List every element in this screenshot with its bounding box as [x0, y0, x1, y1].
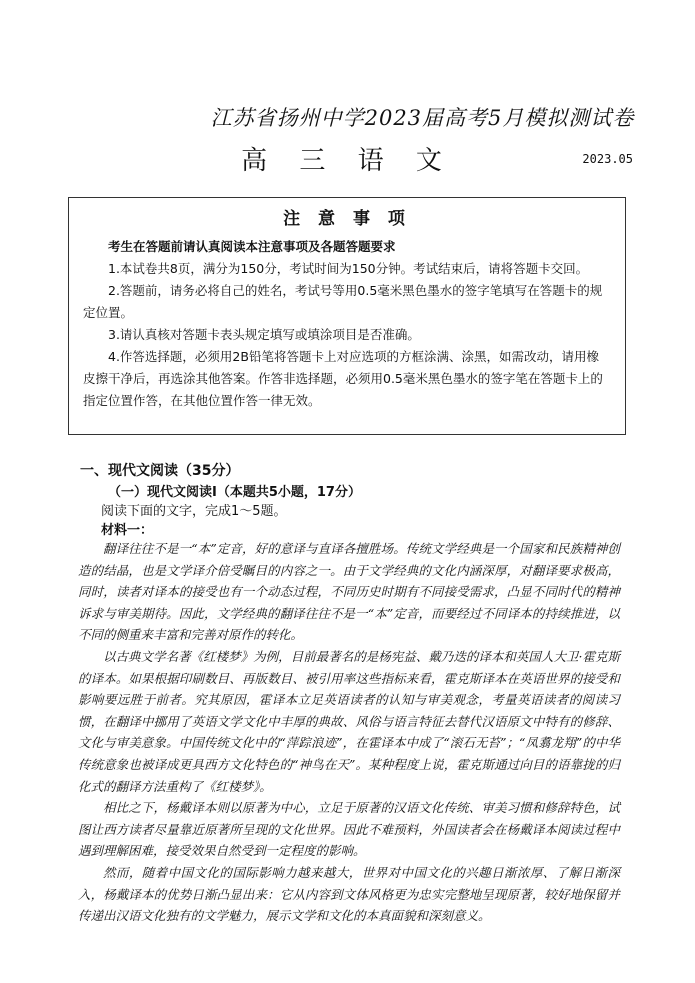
notice-item-4: 4.作答选择题，必须用2B铅笔将答题卡上对应选项的方框涂满、涂黑，如需改动，请用橡皮擦干净后，再选涂其他答案。作答非选择题，必须用0.5毫米黑色墨水的签字笔在答题卡上的指定位置作答，在其他位置作答一律无效。 [83, 349, 603, 408]
notice-box [68, 197, 626, 435]
subject-title: 高 三 语 文 [241, 146, 454, 176]
subsection-heading: （一）现代文阅读Ⅰ（本题共5小题，17分） [108, 485, 361, 500]
passage-paragraph: 然而，随着中国文化的国际影响力越来越大，世界对中国文化的兴趣日渐浓厚、了解日渐深入，杨戴译本的优势日渐凸显出来：它从内容到文体风格更为忠实完整地呈现原著，较好地保留并传递出汉语文化独有的文学魅力，展示文学和文化的本真面貌和深刻意义。 [78, 864, 620, 924]
notice-item-2: 2.答题前，请务必将自己的姓名，考试号等用0.5毫米黑色墨水的签字笔填写在答题卡的规定位置。 [83, 283, 603, 320]
exam-date: 2023.05 [582, 152, 633, 166]
material-label: 材料一： [101, 523, 154, 538]
notice-lead: 考生在答题前请认真阅读本注意事项及各题答题要求 [108, 239, 396, 254]
passage-paragraph: 相比之下，杨戴译本则以原著为中心，立足于原著的汉语文化传统、审美习惯和修辞特色，试图让西方读者尽量靠近原著所呈现的文化世界。因此不难预料，外国读者会在杨戴译本阅读过程中遇到理解困难，接受效果自然受到一定程度的影响。 [78, 800, 620, 859]
passage-paragraph: 以古典文学名著《红楼梦》为例，目前最著名的是杨宪益、戴乃迭的译本和英国人大卫·霍克斯的译本。如果根据印刷数目、再版数目、被引用率这些指标来看，霍克斯译本在英语世界的接受和影响要远胜于前者。究其原因，霍译本立足英语读者的认知与审美观念，考量英语读者的阅读习惯，在翻译中挪用了英语文学文化中丰厚的典故、风俗与语言特征去替代汉语原文中特有的修辞、文化与审美意象。中国传统文化中的“萍踪浪迹”，在霍译本中成了“滚石无苔”；“凤翥龙翔”的中华传统意象也被译成更具西方文化特色的“神鸟在天”。某种程度上说，霍克斯通过向目的语靠拢的归化式的翻译方法重构了《红楼梦》。 [78, 648, 620, 794]
section-heading: 一、现代文阅读（35分） [80, 463, 240, 479]
notice-item-3: 3.请认真核对答题卡表头规定填写或填涂项目是否准确。 [108, 327, 420, 342]
passage-body [78, 538, 620, 927]
exam-title: 江苏省扬州中学2023届高考5月模拟测试卷 [210, 106, 635, 130]
notice-title: 注 意 事 项 [283, 209, 411, 229]
notice-item-1: 1.本试卷共8页，满分为150分，考试时间为150分钟。考试结束后，请将答题卡交回。 [108, 261, 589, 276]
reading-instruction: 阅读下面的文字，完成1～5题。 [101, 504, 287, 519]
passage-paragraph: 翻译往往不是一“本”定音，好的意译与直译各擅胜场。传统文学经典是一个国家和民族精神创造的结晶，也是文学译介倍受瞩目的内容之一。由于文学经典的文化内涵深厚，对翻译要求极高，同时，读者对译本的接受也有一个动态过程，不同历史时期有不同接受需求，凸显不同时代的精神诉求与审美期待。因此，文学经典的翻译往往不是一“本”定音，而要经过不同译本的持续推进，以不同的侧重来丰富和完善对原作的转化。 [78, 541, 620, 643]
